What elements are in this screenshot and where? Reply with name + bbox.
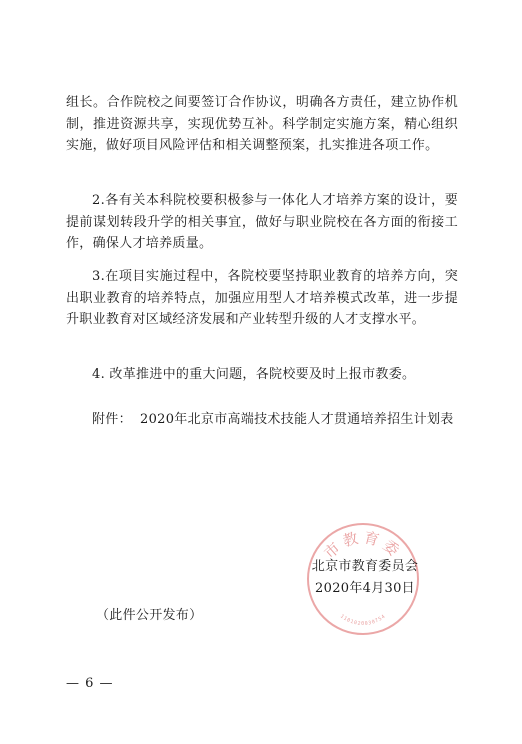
paragraph-4: 4. 改革推进中的重大问题，各院校要及时上报市教委。 [92, 367, 416, 382]
signature-date: 2020年4月30日 [315, 581, 415, 596]
signature-block [300, 556, 430, 600]
signature-org: 北京市教育委员会 [311, 559, 419, 574]
page-number: — 6 — [66, 676, 114, 691]
public-note: （此件公开发布） [96, 608, 203, 623]
paragraph-3: 3.在项目实施过程中，各院校要坚持职业教育的培养方向，突出职业教育的培养特点，加强应用型人才培养模式改革，进一步提升职业教育对区域经济发展和产业转型升级的人才支撑水平。 [66, 269, 458, 327]
svg-text:市教育委: 市教育委 [320, 528, 406, 563]
attachment-title: 2020年北京市高端技术技能人才贯通培养招生计划表 [140, 412, 454, 427]
svg-text:1101020030754: 1101020030754 [338, 613, 388, 627]
paragraph-1: 组长。合作院校之间要签订合作协议，明确各方责任，建立协作机制，推进资源共享，实现优势互补。科学制定实施方案，精心组织实施，做好项目风险评估和相关调整预案，扎实推进各项工作。 [66, 95, 458, 153]
attachment-prefix: 附件： [92, 412, 132, 427]
paragraph-2: 2.各有关本科院校要积极参与一体化人才培养方案的设计，要提前谋划转段升学的相关事宜，做好与职业院校在各方面的衔接工作，确保人才培养质量。 [66, 193, 458, 251]
attachment [92, 408, 472, 431]
